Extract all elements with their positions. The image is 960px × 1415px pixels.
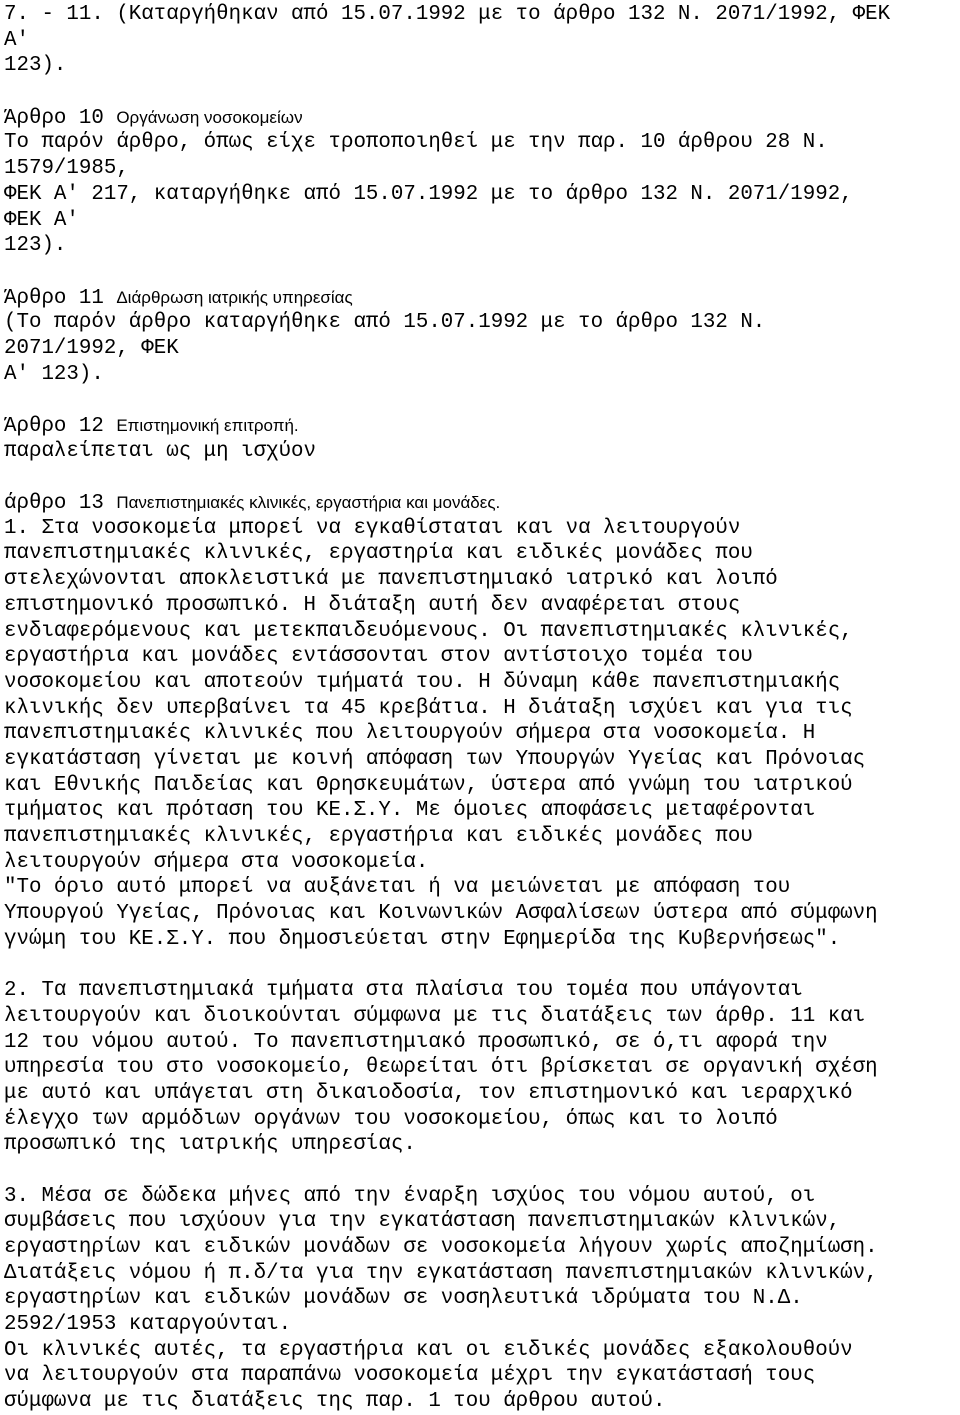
text-line: πανεπιστημιακές κλινικές, εργαστηρία και ειδικές μονάδες που [4,542,753,566]
text-line: να λειτουργούν στα παραπάνω νοσοκομεία μέχρι την εγκατάστασή τους [4,1364,816,1388]
text-line: Το παρόν άρθρο, όπως είχε τροποποιηθεί με την παρ. 10 άρθρου 28 Ν. [4,131,828,155]
text-line: εργαστήρια και μονάδες εντάσσονται στον αντίστοιχο τομέα του [4,645,753,669]
article-number: άρθρο 13 [4,492,117,516]
text-line: επιστημονικό προσωπικό. Η διάταξη αυτή δεν αναφέρεται στους [4,593,741,617]
article-heading [4,413,956,439]
article-13 [4,490,956,1415]
article-number: Άρθρο 11 [4,286,117,310]
text-line: ΦΕΚ Α' 217, καταργήθηκε από 15.07.1992 με το άρθρο 132 Ν. 2071/1992, [4,182,853,206]
spacer [4,464,956,490]
article-10 [4,105,956,259]
article-title: Διάρθρωση ιατρικής υπηρεσίας [116,287,353,307]
article-11 [4,285,956,388]
article-title: Πανεπιστημιακές κλινικές, εργαστήρια και μονάδες. [116,493,501,513]
text-line: εργαστηρίων και ειδικών μονάδων σε νοσοκομεία λήγουν χωρίς αποζημίωση. [4,1236,878,1259]
text-line: γνώμη του ΚΕ.Σ.Υ. που δημοσιεύεται στην Εφημερίδα της Κυβερνήσεως". [4,927,841,951]
text-line: 1. Στα νοσοκομεία μπορεί να εγκαθίσταται και να λειτουργούν [4,516,741,540]
article-heading [4,105,956,131]
text-line: "Το όριο αυτό μπορεί να αυξάνεται ή να μειώνεται με απόφαση του [4,876,791,900]
spacer [4,387,956,413]
text-line: Οι κλινικές αυτές, τα εργαστήρια και οι ειδικές μονάδες εξακολουθούν [4,1338,853,1362]
text-line: (Το παρόν άρθρο καταργήθηκε από 15.07.1992 με το άρθρο 132 Ν. [4,311,766,335]
text-line: υπηρεσία του στο νοσοκομείο, θεωρείται ότι βρίσκεται σε οργανική σχέση [4,1056,878,1080]
text-line: 12 του νόμου αυτού. Το πανεπιστημιακό προσωπικό, σε ό,τι αφορά την [4,1030,828,1054]
header-section [4,2,956,79]
text-line: παραλείπεται ως μη ισχύον [4,439,317,463]
article-title: Οργάνωση νοσοκομείων [116,107,303,127]
text-line: 123). [4,54,67,78]
text-line: Α' 123). [4,362,104,386]
article-title: Επιστημονική επιτροπή. [116,416,299,435]
article-number: Άρθρο 10 [4,106,117,130]
text-line: 2. Τα πανεπιστημιακά τμήματα στα πλαίσια του τομέα που υπάγονται [4,979,803,1003]
article-12 [4,413,956,464]
text-line: ΦΕΚ Α' [4,208,79,232]
text-line: 123). [4,234,67,258]
paragraph-3 [4,1184,956,1415]
text-line: λειτουργούν σήμερα στα νοσοκομεία. [4,850,429,874]
text-line: 7. - 11. (Καταργήθηκαν από 15.07.1992 με το άρθρο 132 Ν. 2071/1992, ΦΕΚ [4,3,891,26]
text-line: εργαστηρίων και ειδικών μονάδων σε νοσηλευτικά ιδρύματα του Ν.Δ. [4,1287,803,1311]
text-line: Υπουργού Υγείας, Πρόνοιας και Κοινωνικών Ασφαλίσεων ύστερα από σύμφωνη [4,902,878,926]
text-line: κλινικής δεν υπερβαίνει τα 45 κρεβάτια. Η διάταξη ισχύει και για τις [4,696,853,720]
article-heading [4,490,956,516]
text-line: και Εθνικής Παιδείας και Θρησκευμάτων, ύστερα από γνώμη του ιατρικού [4,773,853,797]
text-line: εγκατάσταση γίνεται με κοινή απόφαση των Υπουργών Υγείας και Πρόνοιας [4,747,866,771]
spacer [4,79,956,105]
text-line: έλεγχο των αρμόδιων οργάνων του νοσοκομείου, όπως και το λοιπό [4,1107,778,1131]
spacer [4,1158,956,1184]
text-line: 1579/1985, [4,157,129,181]
text-line: 3. Μέσα σε δώδεκα μήνες από την έναρξη ισχύος του νόμου αυτού, οι [4,1184,816,1208]
text-line: στελεχώνονται αποκλειστικά με πανεπιστημιακό ιατρικό και λοιπό [4,568,778,592]
text-line: συμβάσεις που ισχύουν για την εγκατάσταση πανεπιστημιακών κλινικών, [4,1210,841,1234]
text-line: προσωπικό της ιατρικής υπηρεσίας. [4,1133,416,1157]
text-line: 2592/1953 καταργούνται. [4,1313,292,1337]
text-line: πανεπιστημιακές κλινικές, εργαστήρια και ειδικές μονάδες που [4,825,753,848]
text-line: σύμφωνα με τις διατάξεις της παρ. 1 του άρθρου αυτού. [4,1390,666,1414]
text-line: ενδιαφερόμενους και μετεκπαιδευόμενους. Οι πανεπιστημιακές κλινικές, [4,619,853,643]
text-line: με αυτό και υπάγεται στη δικαιοδοσία, τον επιστημονικό και ιεραρχικό [4,1081,853,1105]
text-line: λειτουργούν και διοικούνται σύμφωνα με τις διατάξεις των άρθρ. 11 και [4,1004,866,1028]
text-line: νοσοκομείου και αποτεούν τμήματά του. Η δύναμη κάθε πανεπιστημιακής [4,670,841,694]
spacer [4,952,956,978]
text-line: πανεπιστημιακές κλινικές που λειτουργούν σήμερα στα νοσοκομεία. Η [4,722,816,746]
text-line: Διατάξεις νόμου ή π.δ/τα για την εγκατάσταση πανεπιστημιακών κλινικών, [4,1261,878,1285]
document-page [4,2,956,1415]
text-line: Α' [4,28,29,52]
paragraph-1 [4,516,956,953]
article-number: Άρθρο 12 [4,415,117,438]
text-line: τμήματος και πρόταση του ΚΕ.Σ.Υ. Με όμοιες αποφάσεις μεταφέρονται [4,799,816,823]
spacer [4,259,956,285]
article-heading [4,285,956,311]
paragraph-2 [4,978,956,1158]
text-line: 2071/1992, ΦΕΚ [4,336,179,360]
